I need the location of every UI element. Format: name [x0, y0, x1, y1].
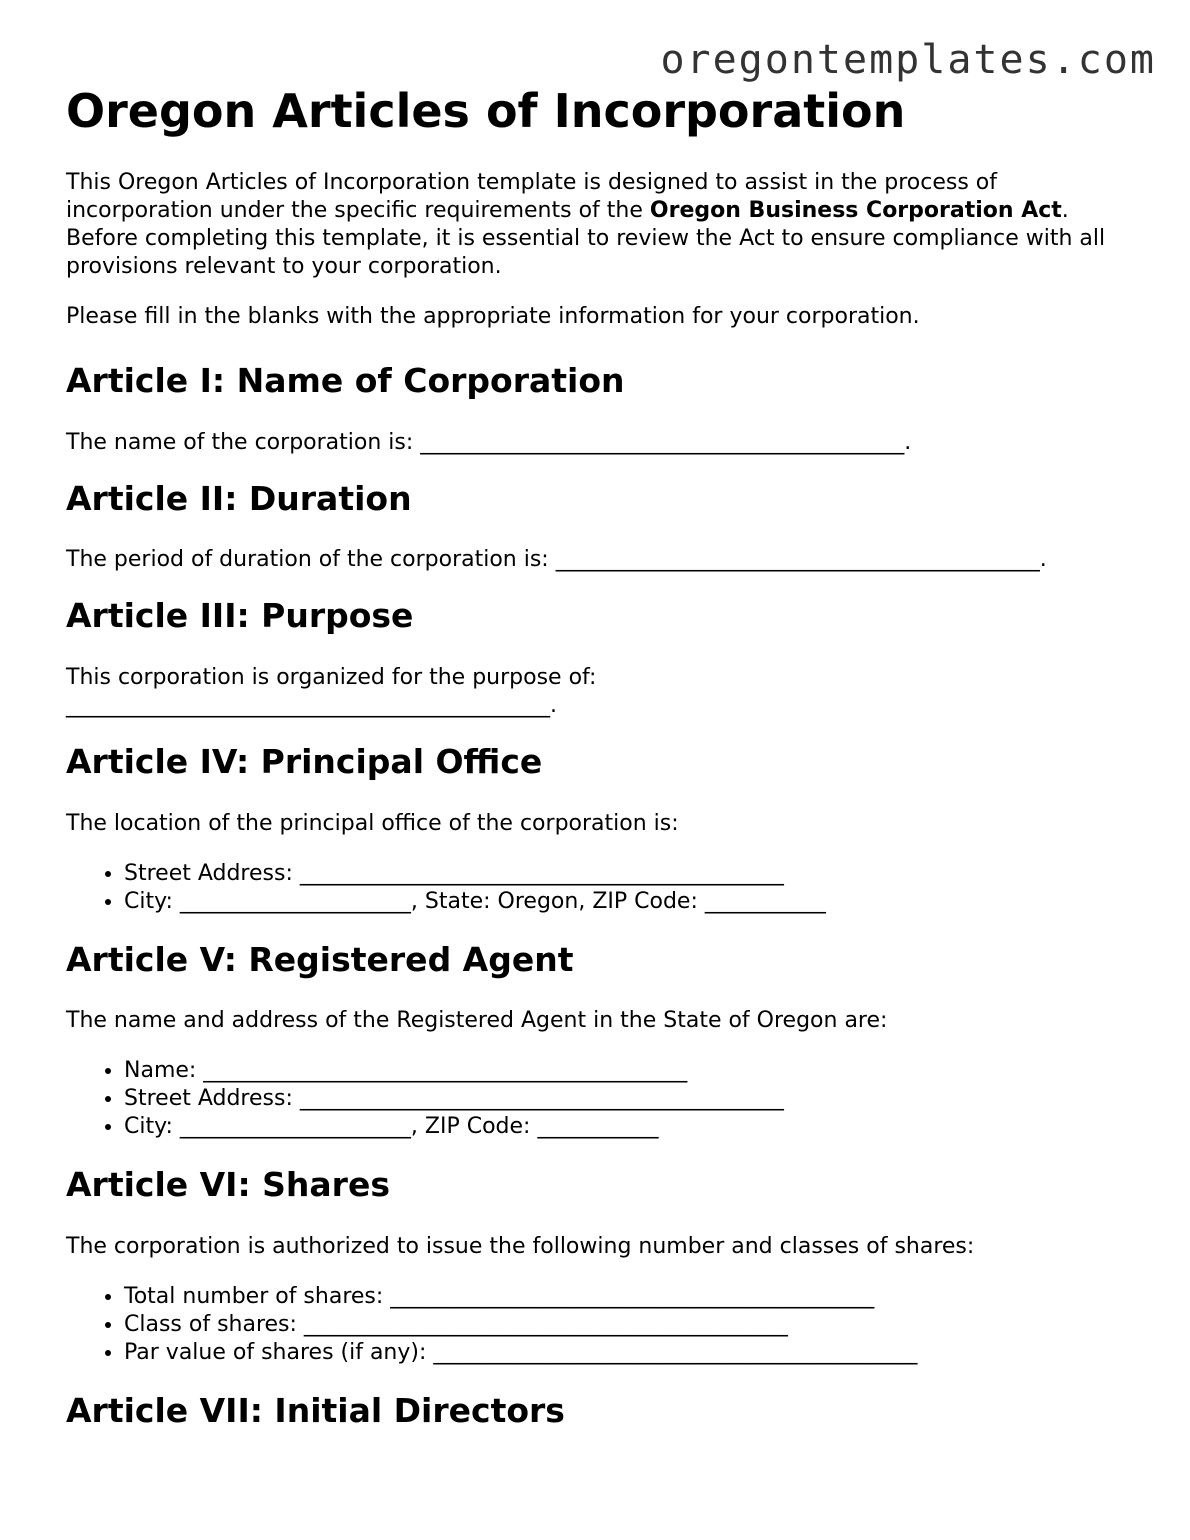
article-1	[66, 361, 1146, 457]
list-item: • City: _____________________, State: Oregon, ZIP Code: ___________	[124, 888, 1146, 916]
article-4	[66, 742, 1146, 916]
list-item: • Street Address: ____________________________________________	[124, 860, 1146, 888]
act-name: Oregon Business Corporation Act	[649, 198, 1062, 224]
principal-office-list	[66, 860, 1146, 916]
article-6-text: The corporation is authorized to issue the following number and classes of shares:	[66, 1233, 975, 1259]
intro-text-part1: This Oregon Articles of Incorporation template is designed to assist in the process of incorporation under the specific requirements of the	[66, 170, 997, 224]
registered-agent-list	[66, 1057, 1146, 1141]
list-item: • Total number of shares: ____________________________________________	[124, 1283, 1146, 1311]
document-title: Oregon Articles of Incorporation	[66, 84, 906, 138]
article-4-heading: Article IV: Principal Office	[66, 741, 543, 781]
article-4-text: The location of the principal office of the corporation is:	[66, 810, 679, 836]
list-item: • Class of shares: ____________________________________________	[124, 1311, 1146, 1339]
intro-paragraph	[66, 169, 1146, 281]
article-3	[66, 596, 1146, 720]
article-1-heading: Article I: Name of Corporation	[66, 361, 625, 401]
article-5-text: The name and address of the Registered Agent in the State of Oregon are:	[66, 1008, 888, 1034]
shares-list	[66, 1283, 1146, 1367]
site-watermark: oregontemplates.com	[660, 37, 1156, 83]
list-item: • City: _____________________, ZIP Code: ___________	[124, 1113, 1146, 1141]
article-6-heading: Article VI: Shares	[66, 1165, 390, 1205]
instruction-paragraph: Please fill in the blanks with the appropriate information for your corporation.	[66, 304, 920, 330]
article-7	[66, 1391, 1146, 1431]
article-5	[66, 940, 1146, 1142]
article-7-heading: Article VII: Initial Directors	[66, 1390, 565, 1430]
article-3-text: This corporation is organized for the purpose of: ____________________________________________.	[66, 664, 597, 718]
article-2-text: The period of duration of the corporation is: ____________________________________________.	[66, 547, 1047, 573]
list-item: • Street Address: ____________________________________________	[124, 1085, 1146, 1113]
article-1-text: The name of the corporation is: ____________________________________________.	[66, 429, 912, 455]
list-item: • Par value of shares (if any): ____________________________________________	[124, 1339, 1146, 1367]
article-6	[66, 1165, 1146, 1367]
article-3-heading: Article III: Purpose	[66, 596, 414, 636]
list-item: • Name: ____________________________________________	[124, 1057, 1146, 1085]
article-2-heading: Article II: Duration	[66, 478, 412, 518]
article-2	[66, 479, 1146, 575]
document-page	[66, 84, 1146, 1458]
article-5-heading: Article V: Registered Agent	[66, 939, 574, 979]
intro-text-part2: . Before completing this template, it is essential to review the Act to ensure compliance with all provisions relevant to your corporation.	[66, 198, 1106, 280]
